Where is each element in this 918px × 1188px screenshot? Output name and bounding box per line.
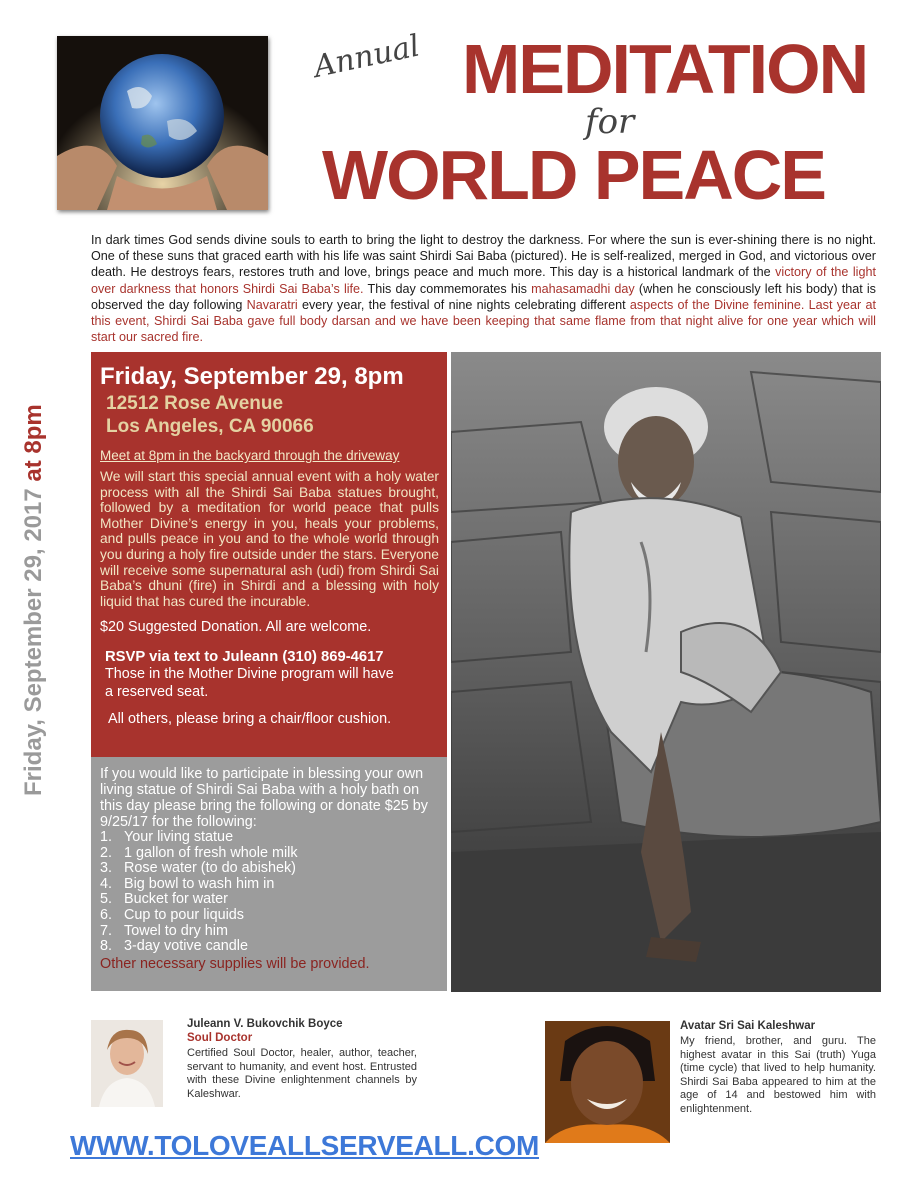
intro-text-1: In dark times God sends divine souls to earth to bring the light to destroy the darkness. For where the sun is ever-shining there is no night. One of these suns that graced earth with his life was saint Shirdi Sai Baba (pictured). He is self-realized, merged in God, and victorious over death. He destroys fears, restores truth and love, brings peace and much more. This day is a historical landmark of the: [91, 233, 876, 280]
blessing-supplies-panel: [91, 757, 447, 991]
blessing-intro: If you would like to participate in blessing your own living statue of Shirdi Sai Baba with a holy bath on this day please bring the following or donate $25 by 9/25/17 for the following:: [100, 766, 429, 830]
vertical-event-date: [20, 346, 48, 796]
supply-item: 4. Big bowl to wash him in: [100, 875, 275, 892]
meeting-instructions: Meet at 8pm in the backyard through the driveway: [100, 448, 400, 463]
supply-item: 8. 3-day votive candle: [100, 938, 248, 955]
supply-item: 1. Your living statue: [100, 829, 234, 845]
supply-item: 5. Bucket for water: [100, 891, 228, 908]
website-link[interactable]: WWW.TOLOVEALLSERVEALL.COM: [70, 1130, 540, 1161]
kaleshwar-name: Avatar Sri Sai Kaleshwar: [680, 1020, 816, 1032]
vertical-date-text: Friday, September 29, 2017: [20, 481, 47, 796]
mother-divine-note: Those in the Mother Divine program will have a reserved seat.: [105, 666, 394, 701]
kaleshwar-portrait: [545, 1021, 670, 1143]
title-annual: Annual: [310, 28, 423, 85]
rsvp-contact: RSVP via text to Juleann (310) 869-4617: [105, 649, 384, 666]
other-supplies-note: Other necessary supplies will be provided.: [100, 955, 370, 972]
shirdi-sai-baba-photo: [451, 352, 881, 992]
event-details-panel: [91, 352, 447, 757]
supply-item: 3. Rose water (to do abishek): [100, 860, 296, 877]
intro-paragraph: [91, 232, 876, 345]
intro-highlight-navaratri: Navaratri: [246, 297, 298, 312]
title-meditation: MEDITATION: [462, 30, 868, 108]
event-date: Friday, September 29, 8pm: [100, 363, 404, 390]
event-address-line1: 12512 Rose Avenue: [106, 393, 284, 414]
title-for: for: [585, 102, 635, 142]
supply-item: 7. Towel to dry him: [100, 922, 228, 939]
vertical-time-text: at 8pm: [20, 404, 47, 482]
supply-item: 6. Cup to pour liquids: [100, 906, 244, 923]
kaleshwar-bio: My friend, brother, and guru. The highest avatar in this Sai (truth) Yuga (time cycle) that lived to help humanity. Shirdi Sai Baba appeared to him at the age of 14 and bestowed him with enlightenment.: [680, 1035, 876, 1115]
event-description: We will start this special annual event with a holy water process with all the Shirdi Sai Baba statues brought, followed by a meditation for world peace that pulls Mother Divine’s energy in you, heals your problems, and pulls peace in you and to the whole world through you during a holy fire outside under the stars. Everyone will receive some supernatural ash (udi) from Shirdi Sai Baba’s dhuni (fire) in Shirdi and a blessing with holy liquid that has cured the incurable.: [100, 469, 439, 609]
intro-text-2: This day commemorates his: [363, 281, 532, 296]
juleann-name: Juleann V. Bukovchik Boyce: [187, 1018, 343, 1030]
globe-in-hands-image: [57, 36, 268, 210]
others-note: All others, please bring a chair/floor cushion.: [108, 711, 392, 728]
intro-highlight-victory: victory of the light over darkness that honors Shirdi Sai Baba’s life.: [91, 265, 876, 296]
intro-highlight-divine-feminine: aspects of the Divine feminine. Last year at this event, Shirdi Sai Baba gave full body darsan and we have been keeping that same flame from that night alive for one year which will start our sacred fire.: [91, 297, 876, 345]
suggested-donation: $20 Suggested Donation. All are welcome.: [100, 619, 372, 636]
juleann-role: Soul Doctor: [187, 1032, 253, 1044]
intro-text-3: (when he consciously left his body) that is observed the day following: [91, 281, 876, 312]
intro-text-4: every year, the festival of nine nights celebrating different: [297, 297, 630, 312]
title-world-peace: WORLD PEACE: [322, 136, 825, 214]
event-address-line2: Los Angeles, CA 90066: [106, 416, 314, 437]
intro-highlight-mahasamadhi: mahasamadhi day: [531, 281, 635, 296]
supply-item: 2. 1 gallon of fresh whole milk: [100, 844, 298, 861]
juleann-portrait: [91, 1020, 163, 1107]
juleann-bio: Certified Soul Doctor, healer, author, teacher, servant to humanity, and event host. Entrusted with these Divine enlightenment channels by Kaleshwar.: [187, 1047, 417, 1100]
supplies-list: [100, 830, 439, 955]
